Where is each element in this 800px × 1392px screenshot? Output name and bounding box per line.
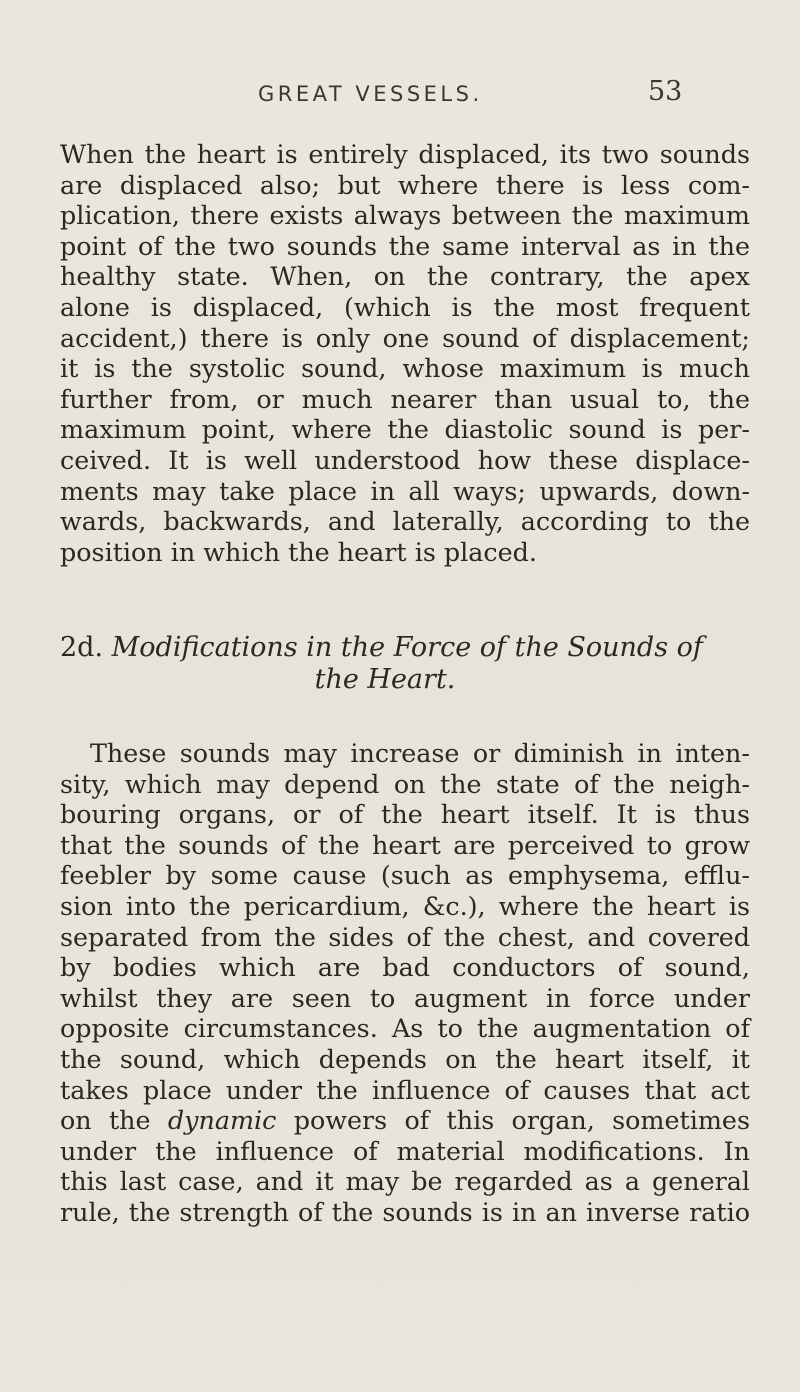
text-line: whilst they are seen to augment in force under [60,982,750,1013]
text-line: These sounds may increase or diminish in inten- [90,738,750,768]
text-line: bouring organs, or of the heart itself. It is thus [60,799,750,830]
page-number: 53 [648,76,683,107]
text-line: feebler by some cause (such as emphysema, efflu- [60,860,750,891]
section-title-part-2: the Heart. [314,664,456,695]
text-line: that the sounds of the heart are perceived to grow [60,829,750,860]
text-line: opposite circumstances. As to the augmentation of [60,1013,750,1044]
text-line: it is the systolic sound, whose maximum is much [60,353,750,384]
text-line: maximum point, where the diastolic sound is per- [60,414,750,445]
text-line: sity, which may depend on the state of the neigh- [60,768,750,799]
text-fragment: on the [60,1105,168,1136]
text-line: accident,) there is only one sound of displacement; [60,322,750,353]
text-fragment: powers of this organ, sometimes [276,1105,750,1136]
text-line: rule, the strength of the sounds is in an inverse ratio [60,1196,750,1227]
section-title-part-1: Modifications in the Force of the Sounds of [111,632,703,663]
text-line: point of the two sounds the same interval as in the [60,230,750,261]
italic-term: dynamic [167,1105,277,1136]
text-line-with-italic [60,1105,750,1136]
text-line: ments may take place in all ways; upwards, down- [60,475,750,506]
text-line: position in which the heart is placed. [60,536,538,567]
text-line: healthy state. When, on the contrary, the apex [60,261,750,292]
text-line: this last case, and it may be regarded as a general [60,1166,750,1197]
text-line: plication, there exists always between the maximum [60,200,750,231]
paragraph-displacement [60,139,750,567]
section-heading [60,632,750,696]
page-header [0,76,800,120]
paragraph-force [60,738,750,1228]
text-line: separated from the sides of the chest, and covered [60,921,750,952]
text-line: When the heart is entirely displaced, its two sounds [60,139,750,169]
text-line: the sound, which depends on the heart itself, it [60,1043,750,1074]
text-line: under the influence of material modifications. In [60,1135,750,1166]
text-line: takes place under the influence of causes that act [60,1074,750,1105]
text-line: by bodies which are bad conductors of sound, [60,952,750,983]
running-title: GREAT VESSELS. [258,82,483,106]
text-line: are displaced also; but where there is less com- [60,169,750,200]
text-line: sion into the pericardium, &c.), where the heart is [60,890,750,921]
section-heading-line-1 [60,632,750,664]
text-line: further from, or much nearer than usual to, the [60,383,750,414]
text-line: ceived. It is well understood how these displace- [60,444,750,475]
text-line: alone is displaced, (which is the most frequent [60,291,750,322]
text-line: wards, backwards, and laterally, according to the [60,506,750,537]
section-number: 2d. [60,632,104,663]
